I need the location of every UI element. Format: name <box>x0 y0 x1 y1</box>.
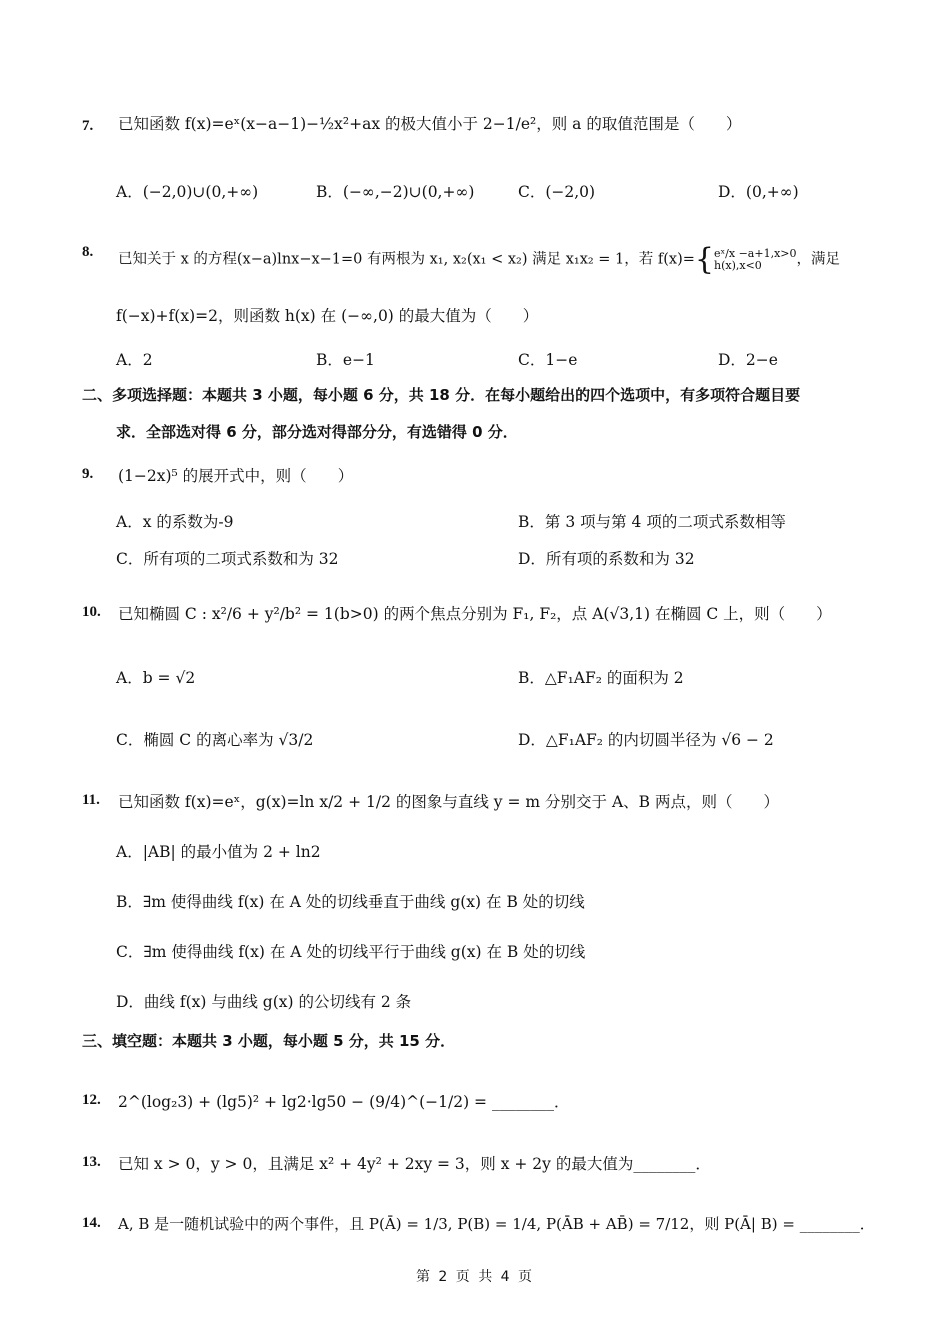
option-c: C．(−2,0) <box>518 183 596 201</box>
option-a: A．b = √2 <box>116 669 196 687</box>
option-c: C．椭圆 C 的离心率为 √3/2 <box>116 731 314 749</box>
option-c: C．所有项的二项式系数和为 32 <box>116 550 339 568</box>
stem-text: 已知关于 x 的方程(x−a)lnx−x−1=0 有两根为 x₁, x₂(x₁ < x₂) 满足 x₁x₂ = 1，若 f(x)= <box>118 251 695 268</box>
stem-text-end: ，满足 <box>796 251 840 268</box>
question-stem: 已知 x > 0，y > 0，且满足 x² + 4y² + 2xy = 3，则 x + 2y 的最大值为________． <box>118 1155 711 1173</box>
option-a: A．x 的系数为-9 <box>116 513 234 531</box>
question-stem: 已知函数 f(x)=eˣ(x−a−1)−½x²+ax 的极大值小于 2−1/e²，则 a 的取值范围是（ ） <box>118 115 742 133</box>
question-number: 14. <box>82 1215 101 1231</box>
case-1: eˣ/x −a+1,x>0 <box>714 246 797 260</box>
section-line: 求．全部选对得 6 分，部分选对得部分分，有选错得 0 分． <box>116 423 518 441</box>
option-d: D．(0,+∞) <box>718 183 799 201</box>
option-d: D．所有项的系数和为 32 <box>518 550 695 568</box>
case-2: h(x),x<0 <box>714 258 762 272</box>
option-d: D．△F₁AF₂ 的内切圆半径为 √6 − 2 <box>518 731 774 749</box>
question-number: 9. <box>82 466 94 482</box>
option-a: A．|AB| 的最小值为 2 + ln2 <box>116 843 321 861</box>
option-b: B．e−1 <box>316 351 375 369</box>
option-d: D．曲线 f(x) 与曲线 g(x) 的公切线有 2 条 <box>116 993 412 1011</box>
question-number: 10. <box>82 604 101 620</box>
option-a: A．2 <box>116 351 153 369</box>
option-c: C．∃m 使得曲线 f(x) 在 A 处的切线平行于曲线 g(x) 在 B 处的切线 <box>116 943 586 961</box>
section-3-heading <box>82 1023 882 1060</box>
question-number: 7. <box>82 118 94 134</box>
section-2-heading <box>82 377 882 451</box>
option-c: C．1−e <box>518 351 578 369</box>
page-footer: 第 2 页 共 4 页 <box>415 1269 535 1285</box>
piecewise-cases <box>714 248 796 272</box>
piecewise-brace: { <box>694 242 714 277</box>
question-stem-line1 <box>118 242 840 277</box>
question-stem: 已知椭圆 C : x²/6 + y²/b² = 1(b>0) 的两个焦点分别为 F₁, F₂，点 A(√3,1) 在椭圆 C 上，则（ ） <box>118 605 832 623</box>
option-b: B．∃m 使得曲线 f(x) 在 A 处的切线垂直于曲线 g(x) 在 B 处的切线 <box>116 893 585 911</box>
question-number: 12. <box>82 1092 101 1108</box>
section-line: 二、多项选择题：本题共 3 小题，每小题 6 分，共 18 分．在每小题给出的四个选项中，有多项符合题目要 <box>82 386 801 404</box>
question-stem: 2^(log₂3) + (lg5)² + lg2·lg50 − (9/4)^(−1/2) = ________． <box>118 1093 570 1111</box>
question-stem: A, B 是一随机试验中的两个事件，且 P(Ā) = 1/3, P(B) = 1/4, P(ĀB + AB̄) = 7/12，则 P(Ā| B) = ________． <box>118 1215 875 1233</box>
question-stem: 已知函数 f(x)=eˣ，g(x)=ln x/2 + 1/2 的图象与直线 y = m 分别交于 A、B 两点，则（ ） <box>118 793 779 811</box>
option-d: D．2−e <box>718 351 778 369</box>
section-line: 三、填空题：本题共 3 小题，每小题 5 分，共 15 分． <box>82 1032 456 1050</box>
option-b: B．第 3 项与第 4 项的二项式系数相等 <box>518 513 786 531</box>
option-b: B．(−∞,−2)∪(0,+∞) <box>316 183 475 201</box>
option-b: B．△F₁AF₂ 的面积为 2 <box>518 669 684 687</box>
question-number: 11. <box>82 792 100 808</box>
question-stem: (1−2x)⁵ 的展开式中，则（ ） <box>118 467 354 485</box>
option-a: A．(−2,0)∪(0,+∞) <box>116 183 259 201</box>
question-number: 13. <box>82 1154 101 1170</box>
question-number: 8. <box>82 244 94 260</box>
question-stem-line2: f(−x)+f(x)=2，则函数 h(x) 在 (−∞,0) 的最大值为（ ） <box>116 307 539 325</box>
